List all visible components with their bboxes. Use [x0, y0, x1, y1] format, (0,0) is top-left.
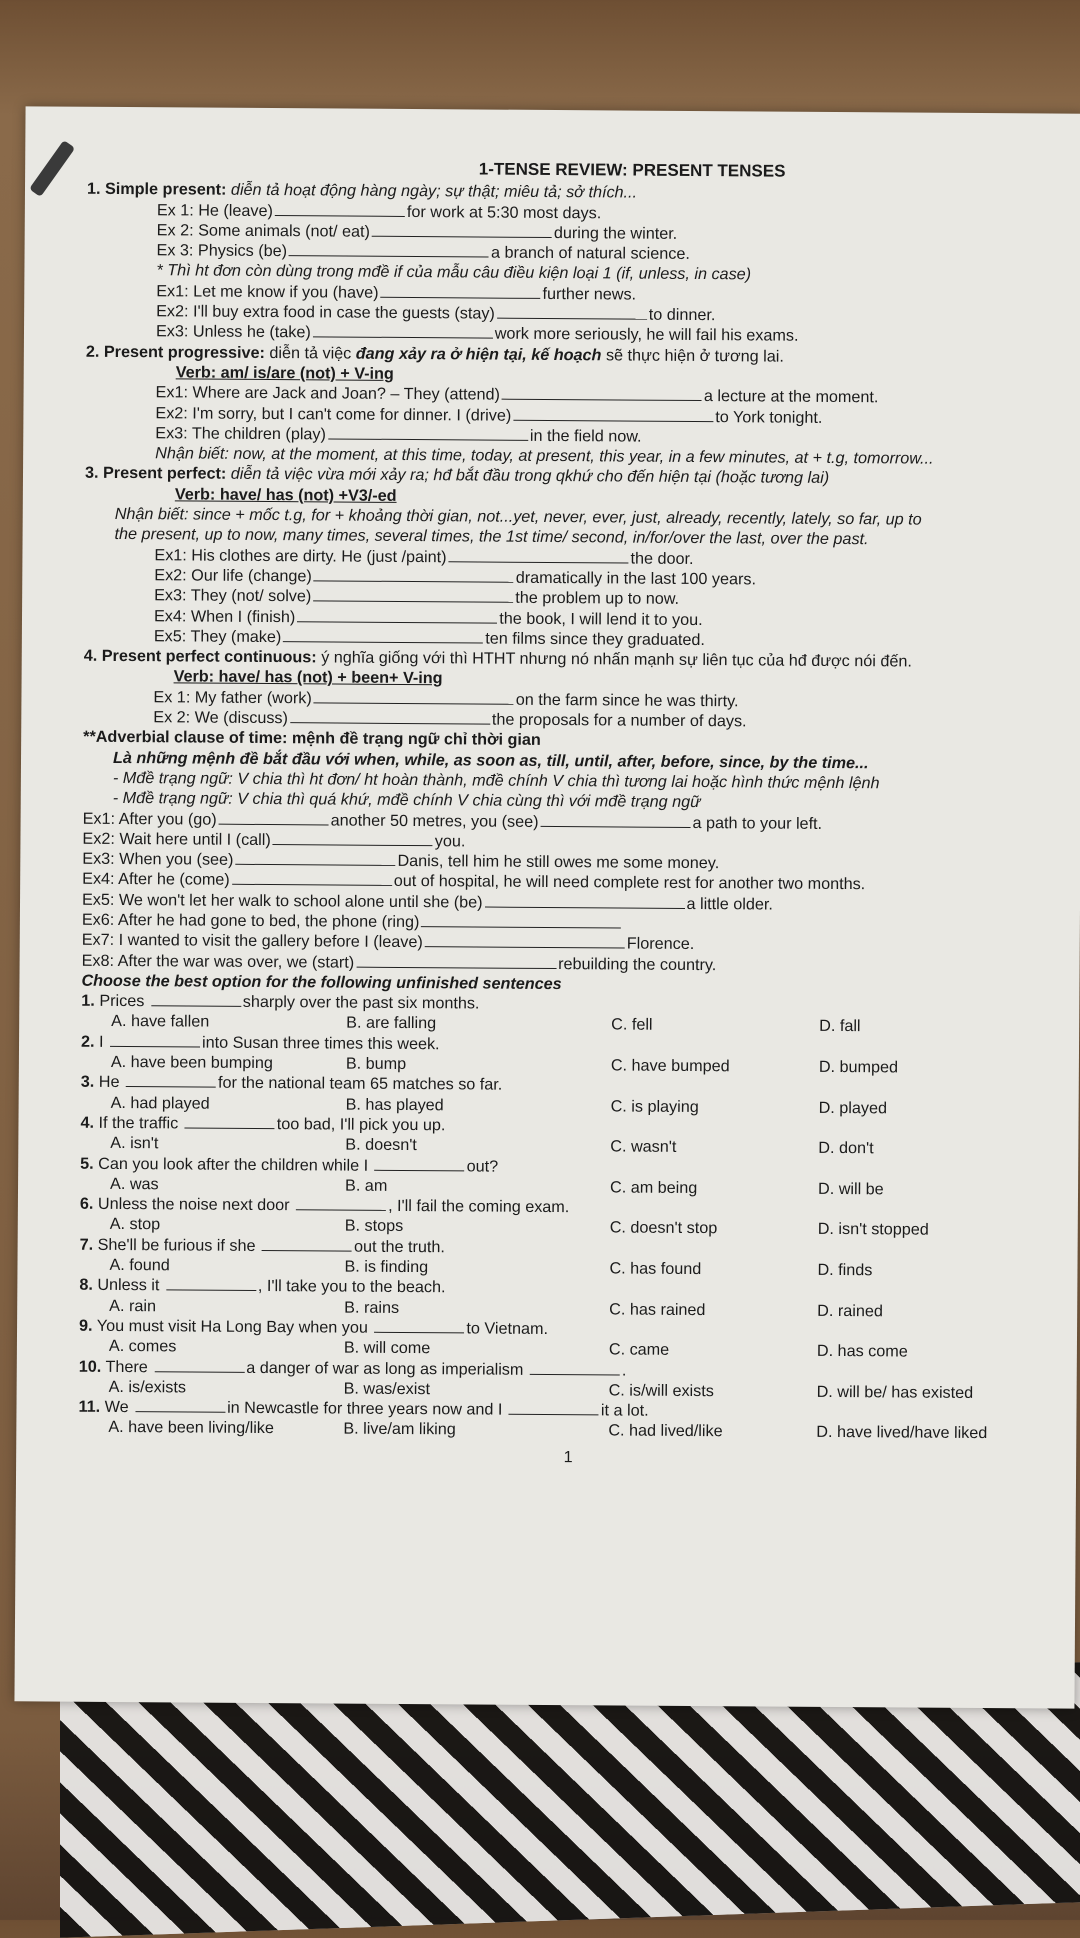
- section-3-heading: 3. Present perfect: diễn tả việc vừa mới xảy ra; hđ bắt đầu trong qkhứ cho đến hiện tại (hoặc tương lai): [84, 464, 830, 488]
- adv-ex1: Ex1: After you (go) another 50 metres, you (see) a path to your left.: [82, 809, 823, 833]
- answer-blank[interactable]: [273, 830, 433, 846]
- s3-verb: Verb: have/ has (not) +V3/-ed: [174, 485, 397, 505]
- answer-blank[interactable]: [126, 1072, 216, 1088]
- option-a[interactable]: A. stop: [109, 1215, 161, 1234]
- option-a[interactable]: A. comes: [108, 1337, 177, 1356]
- mcq-number: 8.: [79, 1276, 93, 1295]
- adverbial-desc: Là những mệnh đề bắt đầu với when, while, as soon as, till, until, after, before, since, by the time...: [112, 748, 869, 772]
- question-text: it a lot.: [600, 1401, 649, 1420]
- adv-ex7: Ex7: I wanted to visit the gallery before I (leave) Florence.: [81, 931, 695, 954]
- answer-blank[interactable]: [313, 587, 513, 603]
- s3-ex4: Ex4: When I (finish) the book, I will lend it to you.: [153, 606, 703, 629]
- option-b[interactable]: B. am: [344, 1176, 388, 1195]
- option-a[interactable]: A. have been living/like: [108, 1418, 274, 1438]
- option-b[interactable]: B. has played: [345, 1095, 444, 1114]
- question-text: We: [104, 1398, 129, 1417]
- answer-blank[interactable]: [497, 304, 647, 320]
- s2-ex1: Ex1: Where are Jack and Joan? – They (attend) a lecture at the moment.: [155, 383, 879, 407]
- option-d[interactable]: D. have lived/have liked: [816, 1423, 988, 1443]
- option-a[interactable]: A. have been bumping: [110, 1053, 273, 1073]
- s3-signs-2: the present, up to now, many times, several times, the 1st time/ second, in/for/over the last, over the past.: [114, 525, 869, 549]
- option-d[interactable]: D. bumped: [818, 1057, 899, 1077]
- question-text: He: [98, 1073, 120, 1092]
- answer-blank[interactable]: [425, 932, 625, 948]
- s3-ex5: Ex5: They (make) ten films since they graduated.: [153, 627, 705, 649]
- answer-blank[interactable]: [275, 201, 405, 217]
- answer-blank[interactable]: [328, 424, 528, 440]
- answer-blank[interactable]: [296, 1195, 386, 1211]
- answer-blank[interactable]: [372, 222, 552, 238]
- option-a[interactable]: A. found: [109, 1255, 170, 1275]
- answer-blank[interactable]: [283, 627, 483, 643]
- section-4-heading: 4. Present perfect continuous: ý nghĩa giống với thì HTHT nhưng nó nhấn mạnh sự liên tục của hđ được nói đến.: [83, 646, 912, 671]
- option-d[interactable]: D. isn't stopped: [817, 1220, 929, 1240]
- s3-ex1: Ex1: His clothes are dirty. He (just /paint) the door.: [154, 545, 694, 568]
- s4-ex2: Ex 2: We (discuss) the proposals for a number of days.: [153, 708, 747, 731]
- option-d[interactable]: D. played: [818, 1098, 888, 1118]
- question-text: There: [105, 1357, 148, 1376]
- option-a[interactable]: A. is/exists: [108, 1377, 187, 1397]
- option-a[interactable]: A. was: [109, 1174, 159, 1194]
- option-b[interactable]: B. doesn't: [345, 1135, 417, 1155]
- option-d[interactable]: D. finds: [817, 1260, 873, 1280]
- option-c[interactable]: C. is playing: [610, 1097, 699, 1116]
- answer-blank[interactable]: [289, 241, 489, 257]
- question-text: , I'll fail the coming exam.: [388, 1197, 570, 1217]
- answer-blank[interactable]: [232, 870, 392, 886]
- option-c[interactable]: C. is/will exists: [608, 1381, 714, 1400]
- s1-ex4: Ex1: Let me know if you (have) further news.: [156, 282, 637, 304]
- question-text: .: [621, 1361, 627, 1380]
- answer-blank[interactable]: [235, 850, 395, 866]
- s1-ex5: Ex2: I'll buy extra food in case the guests (stay) to dinner.: [156, 302, 716, 325]
- mcq-heading: Choose the best option for the following unfinished sentences: [81, 971, 562, 993]
- option-c[interactable]: C. had lived/like: [608, 1421, 723, 1441]
- page-number: 1: [563, 1447, 573, 1466]
- adverbial-rule-1: - Mđề trạng ngữ: V chia thì ht đơn/ ht hoàn thành, mđề chính V chia thì tương lai hoặc hình thức mệnh lệnh: [112, 768, 880, 793]
- adv-ex4: Ex4: After he (come) out of hospital, he will need complete rest for another two months.: [82, 870, 866, 894]
- answer-blank[interactable]: [485, 892, 685, 908]
- question-text: Unless it: [97, 1276, 160, 1295]
- answer-blank[interactable]: [219, 809, 329, 825]
- answer-blank[interactable]: [151, 991, 241, 1007]
- question-text: Unless the noise next door: [97, 1194, 290, 1215]
- question-text: out the truth.: [353, 1237, 445, 1257]
- option-b[interactable]: B. was/exist: [343, 1379, 431, 1398]
- option-a[interactable]: A. isn't: [110, 1134, 159, 1153]
- option-c[interactable]: C. came: [608, 1340, 670, 1360]
- option-d[interactable]: D. rained: [817, 1301, 883, 1320]
- answer-blank[interactable]: [110, 1032, 200, 1048]
- question-text: I: [99, 1032, 104, 1051]
- option-b[interactable]: B. rains: [344, 1298, 400, 1317]
- page-title: 1-TENSE REVIEW: PRESENT TENSES: [478, 159, 786, 181]
- option-a[interactable]: A. rain: [109, 1296, 157, 1315]
- option-b[interactable]: B. will come: [343, 1338, 431, 1358]
- answer-blank[interactable]: [448, 547, 628, 563]
- question-text: too bad, I'll pick you up.: [276, 1115, 446, 1135]
- question-text: to Vietnam.: [466, 1319, 549, 1338]
- worksheet-content: [78, 157, 1047, 1471]
- answer-blank[interactable]: [502, 385, 702, 401]
- answer-blank[interactable]: [356, 952, 556, 968]
- adv-ex8: Ex8: After the war was over, we (start) rebuilding the country.: [81, 951, 717, 974]
- mcq-number: 9.: [79, 1316, 93, 1335]
- question-text: a danger of war as long as imperialism: [246, 1358, 524, 1379]
- answer-blank[interactable]: [313, 323, 493, 339]
- answer-blank[interactable]: [540, 811, 690, 827]
- s1-ex3: Ex 3: Physics (be) a branch of natural science.: [156, 241, 690, 264]
- s2-signs: Nhận biết: now, at the moment, at this time, today, at present, this year, in a few minutes, at + t.g, tomorrow...: [155, 444, 934, 468]
- question-text: out?: [466, 1156, 499, 1176]
- pen-decoration: [29, 140, 75, 197]
- option-d[interactable]: D. fall: [819, 1017, 861, 1036]
- answer-blank[interactable]: [314, 688, 514, 704]
- question-text: You must visit Ha Long Bay when you: [96, 1316, 369, 1337]
- answer-blank[interactable]: [530, 1359, 620, 1375]
- answer-blank[interactable]: [185, 1113, 275, 1129]
- mcq-number: 10.: [78, 1357, 102, 1376]
- question-text: If the traffic: [98, 1113, 179, 1133]
- question-text: for the national team 65 matches so far.: [217, 1074, 503, 1095]
- option-b[interactable]: B. live/am liking: [343, 1419, 456, 1439]
- option-c[interactable]: C. have bumped: [610, 1056, 730, 1076]
- answer-blank[interactable]: [314, 566, 514, 582]
- mcq-list: [78, 991, 1041, 1444]
- mcq-number: 2.: [80, 1032, 95, 1051]
- adv-ex6: Ex6: After he had gone to bed, the phone (ring): [82, 910, 1042, 937]
- mcq-number: 1.: [81, 991, 95, 1010]
- s1-ex2: Ex 2: Some animals (not/ eat) during the winter.: [156, 221, 678, 243]
- answer-blank[interactable]: [135, 1397, 225, 1413]
- s3-ex2: Ex2: Our life (change) dramatically in the last 100 years.: [154, 566, 757, 589]
- option-c[interactable]: C. fell: [611, 1015, 653, 1035]
- s3-signs-1: Nhận biết: since + mốc t.g, for + khoảng thời gian, not...yet, never, ever, just, already, recently, lately, so far, up to: [114, 504, 922, 529]
- question-text: , I'll take you to the beach.: [257, 1277, 446, 1297]
- section-1-heading: 1. Simple present: diễn tả hoạt động hàng ngày; sự thật; miêu tả; sở thích...: [86, 180, 638, 202]
- option-c[interactable]: C. has found: [609, 1259, 702, 1279]
- s4-ex1: Ex 1: My father (work) on the farm since he was thirty.: [153, 687, 739, 711]
- question-text: sharply over the past six months.: [242, 993, 480, 1013]
- answer-blank[interactable]: [513, 405, 713, 421]
- s3-ex3: Ex3: They (not/ solve) the problem up to now.: [154, 586, 680, 609]
- option-d[interactable]: D. will be: [817, 1179, 884, 1199]
- adv-ex3: Ex3: When you (see) Danis, tell him he still owes me some money.: [82, 849, 720, 873]
- mcq-number: 5.: [80, 1154, 94, 1173]
- answer-blank[interactable]: [166, 1276, 256, 1292]
- option-c[interactable]: C. wasn't: [610, 1137, 677, 1157]
- mcq-number: 4.: [80, 1113, 95, 1132]
- s2-verb: Verb: am/ is/are (not) + V-ing: [175, 363, 394, 383]
- option-b[interactable]: B. is finding: [344, 1257, 429, 1277]
- mcq-number: 7.: [79, 1235, 94, 1254]
- option-d[interactable]: D. will be/ has existed: [816, 1382, 974, 1402]
- question-text: She'll be furious if she: [97, 1235, 256, 1255]
- option-c[interactable]: C. am being: [609, 1178, 698, 1197]
- option-b[interactable]: B. bump: [345, 1054, 407, 1074]
- s1-note: * Thì ht đơn còn dùng trong mđề if của mẫu câu điều kiện loại 1 (if, unless, in case): [156, 261, 752, 284]
- answer-blank[interactable]: [375, 1155, 465, 1171]
- mcq-number: 11.: [78, 1397, 101, 1416]
- s1-ex6: Ex3: Unless he (take) work more seriously, he will fail his exams.: [155, 322, 799, 346]
- adverbial-heading: **Adverbial clause of time: mệnh đề trạng ngữ chỉ thời gian: [83, 728, 541, 750]
- answer-blank[interactable]: [290, 708, 490, 724]
- answer-blank[interactable]: [262, 1236, 352, 1252]
- mcq-number: 3.: [80, 1073, 95, 1092]
- question-text: Prices: [99, 992, 145, 1011]
- answer-blank[interactable]: [380, 283, 540, 299]
- s1-ex1: Ex 1: He (leave) for work at 5:30 most days.: [156, 200, 602, 222]
- answer-blank[interactable]: [297, 607, 497, 623]
- adv-ex5: Ex5: We won't let her walk to school alone until she (be) a little older.: [81, 890, 773, 914]
- option-a[interactable]: A. had played: [110, 1093, 210, 1113]
- s4-verb: Verb: have/ has (not) + been+ V-ing: [173, 667, 443, 688]
- s2-ex3: Ex3: The children (play) in the field now.: [155, 424, 642, 446]
- adverbial-rule-2: - Mđề trạng ngữ: V chia thì quá khứ, mđề chính V chia cùng thì với mđề trạng ngữ: [112, 789, 701, 812]
- option-b[interactable]: B. are falling: [346, 1014, 437, 1033]
- option-d[interactable]: D. has come: [816, 1342, 908, 1361]
- section-2-heading: 2. Present progressive: diễn tả việc đang xảy ra ở hiện tại, kế hoạch sẽ thực hiện ở tương lai.: [85, 342, 784, 366]
- answer-blank[interactable]: [154, 1357, 244, 1373]
- option-c[interactable]: C. has rained: [609, 1300, 706, 1319]
- s2-ex2: Ex2: I'm sorry, but I can't come for dinner. I (drive) to York tonight.: [155, 403, 823, 427]
- answer-blank[interactable]: [374, 1318, 464, 1334]
- worksheet-page: [14, 106, 1080, 1708]
- option-d[interactable]: D. don't: [818, 1139, 874, 1158]
- adv-ex2: Ex2: Wait here until I (call) you.: [82, 829, 466, 851]
- option-c[interactable]: C. doesn't stop: [609, 1218, 718, 1238]
- question-text: in Newcastle for three years now and I: [227, 1398, 503, 1419]
- mcq-number: 6.: [79, 1194, 94, 1213]
- question-text: into Susan three times this week.: [202, 1033, 440, 1053]
- option-a[interactable]: A. have fallen: [111, 1012, 210, 1032]
- answer-blank[interactable]: [509, 1400, 599, 1416]
- question-text: Can you look after the children while I: [98, 1154, 369, 1175]
- answer-blank[interactable]: [421, 912, 621, 928]
- option-b[interactable]: B. stops: [344, 1217, 404, 1236]
